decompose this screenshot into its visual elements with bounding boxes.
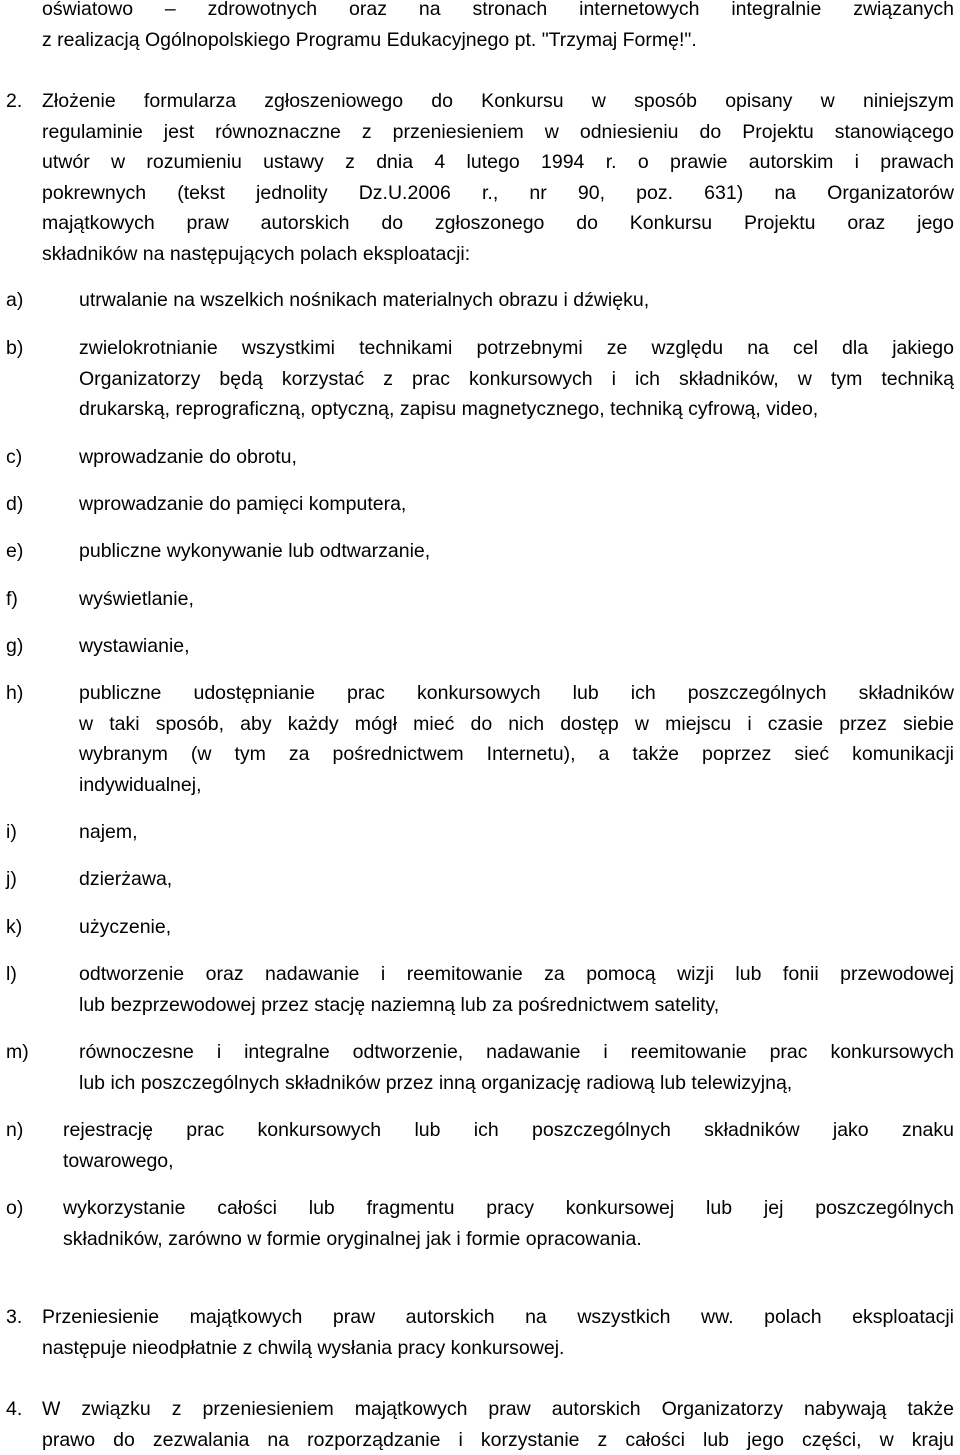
list-item-label: a) [6,285,23,316]
list-item [79,959,954,1020]
list-item [79,333,954,425]
list-item [79,817,954,848]
list-item-line: w taki sposób, aby każdy mógł mieć do nich dostęp w miejscu i czasie przez siebie [79,709,954,740]
intro-paragraph [42,0,954,55]
list-item-line: wykorzystanie całości lub fragmentu pracy konkursowej lub jej poszczególnych [63,1193,954,1224]
section-3-paragraph [42,1302,954,1363]
list-item-label: f) [6,584,18,615]
paragraph-line: Złożenie formularza zgłoszeniowego do Konkursu w sposób opisany w niniejszym [42,86,954,117]
list-item-line: składników, zarówno w formie oryginalnej jak i formie opracowania. [63,1224,954,1255]
list-item-label: l) [6,959,17,990]
list-item-label: d) [6,489,23,520]
section-4-paragraph [42,1394,954,1455]
list-item-label: g) [6,631,23,662]
section-number: 2. [6,86,22,117]
list-item-label: m) [6,1037,29,1068]
paragraph-line: pokrewnych (tekst jednolity Dz.U.2006 r., nr 90, poz. 631) na Organizatorów [42,178,954,209]
list-item [79,1037,954,1098]
list-item [79,678,954,800]
list-item-line: drukarską, reprograficzną, optyczną, zapisu magnetycznego, techniką cyfrową, video, [79,394,954,425]
paragraph-line: Przeniesienie majątkowych praw autorskich na wszystkich ww. polach eksploatacji [42,1302,954,1333]
list-item-label: b) [6,333,23,364]
section-number: 3. [6,1302,22,1333]
list-item [63,1115,954,1176]
list-item-line: indywidualnej, [79,770,954,801]
list-item-line: zwielokrotnianie wszystkimi technikami potrzebnymi ze względu na cel dla jakiego [79,333,954,364]
list-item [79,864,954,895]
list-item-line: Organizatorzy będą korzystać z prac konkursowych i ich składników, w tym techniką [79,364,954,395]
list-item-line: lub ich poszczególnych składników przez inną organizację radiową lub telewizyjną, [79,1068,954,1099]
paragraph-line: majątkowych praw autorskich do zgłoszonego do Konkursu Projektu oraz jego [42,208,954,239]
list-item-line: wyświetlanie, [79,584,954,615]
list-item-label: i) [6,817,17,848]
list-item [79,912,954,943]
list-item-label: j) [6,864,17,895]
paragraph-line: prawo do zezwalania na rozporządzanie i korzystanie z całości lub jego części, w kraju [42,1425,954,1455]
section-2-paragraph [42,86,954,269]
list-item-label: e) [6,536,23,567]
list-item-line: wybranym (w tym za pośrednictwem Internetu), a także poprzez sieć komunikacji [79,739,954,770]
list-item [79,285,954,316]
list-item [79,442,954,473]
list-item-line: dzierżawa, [79,864,954,895]
paragraph-line: składników na następujących polach eksploatacji: [42,239,954,270]
list-item-line: lub bezprzewodowej przez stację naziemną lub za pośrednictwem satelity, [79,990,954,1021]
list-item-line: wystawianie, [79,631,954,662]
list-item-line: towarowego, [63,1146,954,1177]
list-item-label: o) [6,1193,23,1224]
list-item [79,489,954,520]
list-item-line: równoczesne i integralne odtworzenie, nadawanie i reemitowanie prac konkursowych [79,1037,954,1068]
list-item-line: wprowadzanie do obrotu, [79,442,954,473]
list-item-label: n) [6,1115,23,1146]
list-item [79,536,954,567]
list-item [63,1193,954,1254]
paragraph-line: regulaminie jest równoznaczne z przeniesieniem w odniesieniu do Projektu stanowiącego [42,117,954,148]
list-item [79,631,954,662]
list-item-line: rejestrację prac konkursowych lub ich poszczególnych składników jako znaku [63,1115,954,1146]
list-item-label: k) [6,912,22,943]
intro-line: oświatowo – zdrowotnych oraz na stronach internetowych integralnie związanych [42,0,954,25]
list-item-line: wprowadzanie do pamięci komputera, [79,489,954,520]
list-item-line: utrwalanie na wszelkich nośnikach materialnych obrazu i dźwięku, [79,285,954,316]
paragraph-line: następuje nieodpłatnie z chwilą wysłania pracy konkursowej. [42,1333,954,1364]
list-item-line: publiczne wykonywanie lub odtwarzanie, [79,536,954,567]
paragraph-line: utwór w rozumieniu ustawy z dnia 4 lutego 1994 r. o prawie autorskim i prawach [42,147,954,178]
list-item-label: h) [6,678,23,709]
paragraph-line: W związku z przeniesieniem majątkowych praw autorskich Organizatorzy nabywają także [42,1394,954,1425]
section-number: 4. [6,1394,22,1425]
list-item-line: odtworzenie oraz nadawanie i reemitowanie za pomocą wizji lub fonii przewodowej [79,959,954,990]
list-item-label: c) [6,442,22,473]
list-item-line: publiczne udostępnianie prac konkursowych lub ich poszczególnych składników [79,678,954,709]
list-item [79,584,954,615]
list-item-line: najem, [79,817,954,848]
list-item-line: użyczenie, [79,912,954,943]
intro-line: z realizacją Ogólnopolskiego Programu Edukacyjnego pt. "Trzymaj Formę!". [42,25,954,56]
